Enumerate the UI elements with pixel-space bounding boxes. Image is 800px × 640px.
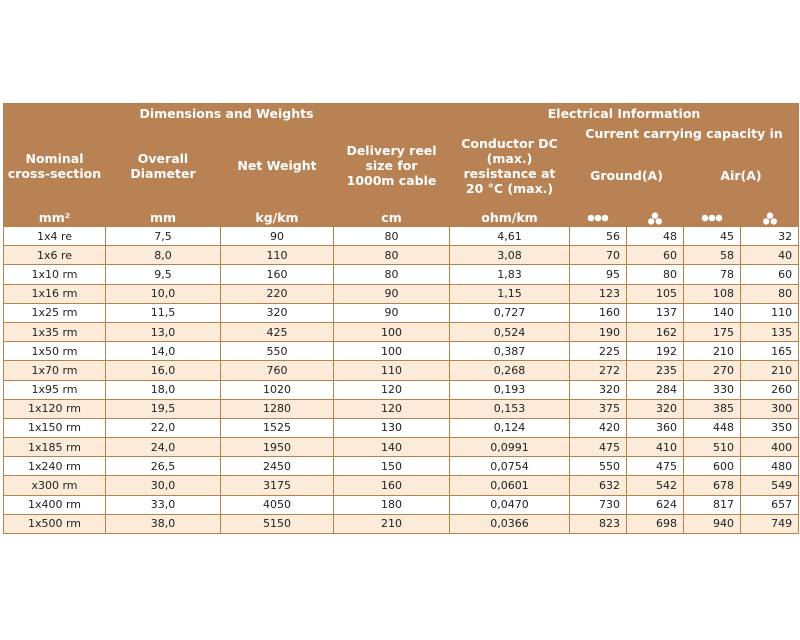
group-header-electrical: Electrical Information xyxy=(450,104,799,124)
cell-weight: 90 xyxy=(221,227,334,246)
flat-formation-icon xyxy=(587,214,609,222)
cell-reel: 210 xyxy=(334,514,450,533)
cell-reel: 140 xyxy=(334,438,450,457)
cell-ground-flat: 632 xyxy=(570,476,627,495)
table-row xyxy=(4,457,799,476)
cell-section: 1x240 rm xyxy=(4,457,106,476)
cell-resistance: 0,0366 xyxy=(450,514,570,533)
cell-weight: 1280 xyxy=(221,399,334,418)
col-header-reel: Delivery reel size for 1000m cable xyxy=(334,124,450,208)
cell-air-trefoil: 657 xyxy=(741,495,799,514)
cell-section: 1x6 re xyxy=(4,246,106,265)
unit-resistance: ohm/km xyxy=(450,208,570,227)
cell-section: 1x50 rm xyxy=(4,342,106,361)
cell-air-flat: 510 xyxy=(684,438,741,457)
cell-ground-flat: 550 xyxy=(570,457,627,476)
col-header-air: Air(A) xyxy=(684,143,799,208)
cell-ground-trefoil: 475 xyxy=(627,457,684,476)
cell-diameter: 19,5 xyxy=(106,399,221,418)
cell-diameter: 24,0 xyxy=(106,438,221,457)
air-flat-header xyxy=(684,208,741,227)
cell-resistance: 0,124 xyxy=(450,418,570,437)
cell-air-trefoil: 60 xyxy=(741,265,799,284)
cell-diameter: 26,5 xyxy=(106,457,221,476)
cell-resistance: 1,83 xyxy=(450,265,570,284)
cell-air-trefoil: 32 xyxy=(741,227,799,246)
cell-air-flat: 678 xyxy=(684,476,741,495)
cell-section: 1x25 rm xyxy=(4,303,106,322)
cell-section: 1x35 rm xyxy=(4,322,106,341)
cell-air-trefoil: 165 xyxy=(741,342,799,361)
cell-ground-flat: 95 xyxy=(570,265,627,284)
table-row xyxy=(4,246,799,265)
cell-weight: 4050 xyxy=(221,495,334,514)
cell-air-trefoil: 749 xyxy=(741,514,799,533)
cell-ground-trefoil: 698 xyxy=(627,514,684,533)
cell-air-flat: 108 xyxy=(684,284,741,303)
table-row xyxy=(4,476,799,495)
cell-resistance: 0,524 xyxy=(450,322,570,341)
table-row xyxy=(4,380,799,399)
cell-section: x300 rm xyxy=(4,476,106,495)
cell-resistance: 4,61 xyxy=(450,227,570,246)
col-header-weight: Net Weight xyxy=(221,124,334,208)
cell-reel: 80 xyxy=(334,246,450,265)
cell-ground-flat: 475 xyxy=(570,438,627,457)
cell-resistance: 0,0991 xyxy=(450,438,570,457)
air-trefoil-header xyxy=(741,208,799,227)
cell-ground-flat: 420 xyxy=(570,418,627,437)
cell-reel: 120 xyxy=(334,380,450,399)
table-row xyxy=(4,227,799,246)
unit-weight: kg/km xyxy=(221,208,334,227)
cell-diameter: 14,0 xyxy=(106,342,221,361)
cell-ground-trefoil: 320 xyxy=(627,399,684,418)
cell-resistance: 3,08 xyxy=(450,246,570,265)
ground-flat-header xyxy=(570,208,627,227)
cell-diameter: 10,0 xyxy=(106,284,221,303)
cell-diameter: 7,5 xyxy=(106,227,221,246)
cell-weight: 550 xyxy=(221,342,334,361)
cell-section: 1x500 rm xyxy=(4,514,106,533)
cell-reel: 90 xyxy=(334,284,450,303)
cell-air-trefoil: 350 xyxy=(741,418,799,437)
cell-reel: 180 xyxy=(334,495,450,514)
cell-air-flat: 600 xyxy=(684,457,741,476)
cell-weight: 110 xyxy=(221,246,334,265)
cell-diameter: 18,0 xyxy=(106,380,221,399)
cell-diameter: 9,5 xyxy=(106,265,221,284)
cell-ground-flat: 320 xyxy=(570,380,627,399)
cell-resistance: 0,0601 xyxy=(450,476,570,495)
cell-reel: 110 xyxy=(334,361,450,380)
cell-reel: 90 xyxy=(334,303,450,322)
cell-ground-trefoil: 137 xyxy=(627,303,684,322)
cell-resistance: 0,387 xyxy=(450,342,570,361)
cell-diameter: 33,0 xyxy=(106,495,221,514)
cell-ground-flat: 375 xyxy=(570,399,627,418)
cell-diameter: 11,5 xyxy=(106,303,221,322)
cell-air-flat: 940 xyxy=(684,514,741,533)
cell-air-trefoil: 400 xyxy=(741,438,799,457)
unit-diameter: mm xyxy=(106,208,221,227)
cell-weight: 320 xyxy=(221,303,334,322)
col-header-resistance: Conductor DC (max.) resistance at 20 °C (max.) xyxy=(450,124,570,208)
cell-ground-trefoil: 105 xyxy=(627,284,684,303)
cell-weight: 3175 xyxy=(221,476,334,495)
cell-ground-trefoil: 542 xyxy=(627,476,684,495)
cell-weight: 160 xyxy=(221,265,334,284)
cell-ground-trefoil: 80 xyxy=(627,265,684,284)
table-row xyxy=(4,495,799,514)
cell-ground-flat: 56 xyxy=(570,227,627,246)
cell-section: 1x95 rm xyxy=(4,380,106,399)
table-row xyxy=(4,342,799,361)
col-header-diameter: Overall Diameter xyxy=(106,124,221,208)
cell-ground-flat: 272 xyxy=(570,361,627,380)
cell-reel: 120 xyxy=(334,399,450,418)
cable-spec-table xyxy=(3,103,799,534)
cell-air-trefoil: 300 xyxy=(741,399,799,418)
group-header-dimensions: Dimensions and Weights xyxy=(4,104,450,124)
cell-weight: 2450 xyxy=(221,457,334,476)
cell-air-flat: 210 xyxy=(684,342,741,361)
cell-weight: 1020 xyxy=(221,380,334,399)
cell-ground-flat: 123 xyxy=(570,284,627,303)
cell-weight: 5150 xyxy=(221,514,334,533)
cell-ground-flat: 160 xyxy=(570,303,627,322)
cell-air-flat: 78 xyxy=(684,265,741,284)
table-row xyxy=(4,284,799,303)
table-row xyxy=(4,265,799,284)
cell-section: 1x120 rm xyxy=(4,399,106,418)
cell-section: 1x4 re xyxy=(4,227,106,246)
cell-section: 1x150 rm xyxy=(4,418,106,437)
cell-ground-flat: 190 xyxy=(570,322,627,341)
cell-diameter: 30,0 xyxy=(106,476,221,495)
cell-ground-trefoil: 360 xyxy=(627,418,684,437)
table-row xyxy=(4,322,799,341)
cell-ground-trefoil: 162 xyxy=(627,322,684,341)
cell-air-trefoil: 480 xyxy=(741,457,799,476)
cell-resistance: 0,268 xyxy=(450,361,570,380)
cell-air-flat: 140 xyxy=(684,303,741,322)
cell-diameter: 16,0 xyxy=(106,361,221,380)
cell-section: 1x16 rm xyxy=(4,284,106,303)
cell-reel: 150 xyxy=(334,457,450,476)
cell-air-flat: 817 xyxy=(684,495,741,514)
cell-ground-trefoil: 624 xyxy=(627,495,684,514)
cell-section: 1x185 rm xyxy=(4,438,106,457)
cell-air-trefoil: 40 xyxy=(741,246,799,265)
cell-air-flat: 330 xyxy=(684,380,741,399)
table-row xyxy=(4,514,799,533)
cell-diameter: 38,0 xyxy=(106,514,221,533)
cell-resistance: 0,0754 xyxy=(450,457,570,476)
cell-air-trefoil: 210 xyxy=(741,361,799,380)
ground-trefoil-header xyxy=(627,208,684,227)
cell-ground-flat: 823 xyxy=(570,514,627,533)
cell-reel: 80 xyxy=(334,227,450,246)
cell-ground-flat: 225 xyxy=(570,342,627,361)
cell-air-trefoil: 260 xyxy=(741,380,799,399)
cell-ground-trefoil: 192 xyxy=(627,342,684,361)
cell-reel: 100 xyxy=(334,322,450,341)
cell-ground-trefoil: 48 xyxy=(627,227,684,246)
cell-weight: 1950 xyxy=(221,438,334,457)
table-row xyxy=(4,418,799,437)
cell-resistance: 0,727 xyxy=(450,303,570,322)
cell-ground-trefoil: 410 xyxy=(627,438,684,457)
table-row xyxy=(4,399,799,418)
cell-weight: 220 xyxy=(221,284,334,303)
cell-air-flat: 270 xyxy=(684,361,741,380)
cell-weight: 425 xyxy=(221,322,334,341)
cell-resistance: 1,15 xyxy=(450,284,570,303)
cell-diameter: 13,0 xyxy=(106,322,221,341)
cell-weight: 1525 xyxy=(221,418,334,437)
table-row xyxy=(4,361,799,380)
cell-ground-flat: 730 xyxy=(570,495,627,514)
cell-air-flat: 175 xyxy=(684,322,741,341)
cell-air-trefoil: 80 xyxy=(741,284,799,303)
cell-air-trefoil: 110 xyxy=(741,303,799,322)
cable-spec-table-wrapper xyxy=(3,103,799,534)
cell-reel: 80 xyxy=(334,265,450,284)
cell-reel: 160 xyxy=(334,476,450,495)
cell-resistance: 0,0470 xyxy=(450,495,570,514)
table-row xyxy=(4,303,799,322)
cell-reel: 130 xyxy=(334,418,450,437)
cell-weight: 760 xyxy=(221,361,334,380)
cell-air-trefoil: 549 xyxy=(741,476,799,495)
cell-air-flat: 58 xyxy=(684,246,741,265)
unit-section: mm² xyxy=(4,208,106,227)
cell-section: 1x70 rm xyxy=(4,361,106,380)
cell-air-flat: 385 xyxy=(684,399,741,418)
cell-diameter: 8,0 xyxy=(106,246,221,265)
cell-ground-trefoil: 235 xyxy=(627,361,684,380)
trefoil-formation-icon xyxy=(762,212,778,225)
cell-section: 1x10 rm xyxy=(4,265,106,284)
cell-ground-trefoil: 60 xyxy=(627,246,684,265)
cell-diameter: 22,0 xyxy=(106,418,221,437)
col-header-section: Nominal cross-section xyxy=(4,124,106,208)
flat-formation-icon xyxy=(701,214,723,222)
trefoil-formation-icon xyxy=(647,212,663,225)
cell-resistance: 0,153 xyxy=(450,399,570,418)
cell-air-flat: 45 xyxy=(684,227,741,246)
cell-resistance: 0,193 xyxy=(450,380,570,399)
cell-ground-trefoil: 284 xyxy=(627,380,684,399)
cell-air-trefoil: 135 xyxy=(741,322,799,341)
unit-reel: cm xyxy=(334,208,450,227)
cell-section: 1x400 rm xyxy=(4,495,106,514)
table-row xyxy=(4,438,799,457)
col-header-current-capacity: Current carrying capacity in xyxy=(570,124,799,143)
cell-ground-flat: 70 xyxy=(570,246,627,265)
col-header-ground: Ground(A) xyxy=(570,143,684,208)
cell-reel: 100 xyxy=(334,342,450,361)
cell-air-flat: 448 xyxy=(684,418,741,437)
